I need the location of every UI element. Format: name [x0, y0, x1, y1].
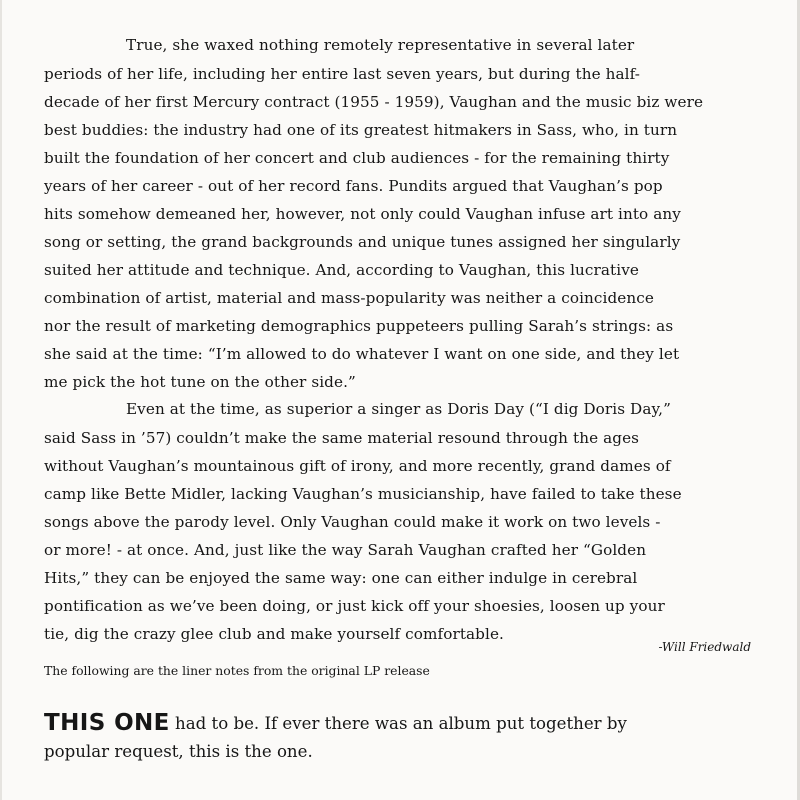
original-notes-intro: The following are the liner notes from the original LP release	[44, 663, 430, 678]
essay-paragraph-1-line-6: years of her career - out of her record fans. Pundits argued that Vaughan’s pop	[44, 177, 663, 195]
essay-paragraph-1-line-3: decade of her first Mercury contract (1955 - 1959), Vaughan and the music biz were	[44, 93, 704, 111]
essay-paragraph-2-line-5: songs above the parody level. Only Vaughan could make it work on two levels -	[44, 513, 661, 531]
essay-paragraph-2-line-1: Even at the time, as superior a singer as Doris Day (“I dig Doris Day,”	[126, 400, 671, 418]
essay-paragraph-1-line-5: built the foundation of her concert and club audiences - for the remaining thirty	[44, 149, 670, 167]
original-notes-line-1	[44, 712, 627, 735]
essay-paragraph-2-line-6: or more! - at once. And, just like the way Sarah Vaughan crafted her “Golden	[44, 541, 647, 559]
lead-in-heading: THIS ONE	[44, 710, 170, 736]
original-notes-line-2: popular request, this is the one.	[44, 742, 313, 761]
essay-paragraph-1-line-11: nor the result of marketing demographics puppeteers pulling Sarah’s strings: as	[44, 317, 674, 335]
essay-paragraph-1-line-10: combination of artist, material and mass-popularity was neither a coincidence	[44, 289, 654, 307]
essay-paragraph-1-line-12: she said at the time: “I’m allowed to do whatever I want on one side, and they let	[44, 345, 680, 363]
original-notes-line-1-text: had to be. If ever there was an album put together by	[169, 714, 627, 733]
essay-paragraph-2-line-8: pontification as we’ve been doing, or just kick off your shoesies, loosen up your	[44, 597, 665, 615]
essay-paragraph-1-line-4: best buddies: the industry had one of its greatest hitmakers in Sass, who, in turn	[44, 121, 678, 139]
essay-paragraph-1-line-2: periods of her life, including her entire last seven years, but during the half-	[44, 65, 641, 83]
essay-paragraph-2-line-4: camp like Bette Midler, lacking Vaughan’s musicianship, have failed to take these	[44, 485, 682, 503]
essay-paragraph-2-line-3: without Vaughan’s mountainous gift of irony, and more recently, grand dames of	[44, 457, 671, 475]
author-signature: -Will Friedwald	[658, 640, 751, 654]
essay-paragraph-1-line-13: me pick the hot tune on the other side.”	[44, 373, 356, 391]
essay-paragraph-1-line-1: True, she waxed nothing remotely representative in several later	[126, 36, 635, 54]
essay-paragraph-2-line-2: said Sass in ’57) couldn’t make the same material resound through the ages	[44, 429, 640, 447]
essay-paragraph-2-line-9: tie, dig the crazy glee club and make yourself comfortable.	[44, 625, 504, 643]
essay-paragraph-1-line-9: suited her attitude and technique. And, according to Vaughan, this lucrative	[44, 261, 639, 279]
essay-paragraph-2-line-7: Hits,” they can be enjoyed the same way: one can either indulge in cerebral	[44, 569, 638, 587]
essay-paragraph-1-line-7: hits somehow demeaned her, however, not only could Vaughan infuse art into any	[44, 205, 681, 223]
essay-paragraph-1-line-8: song or setting, the grand backgrounds and unique tunes assigned her singularly	[44, 233, 681, 251]
